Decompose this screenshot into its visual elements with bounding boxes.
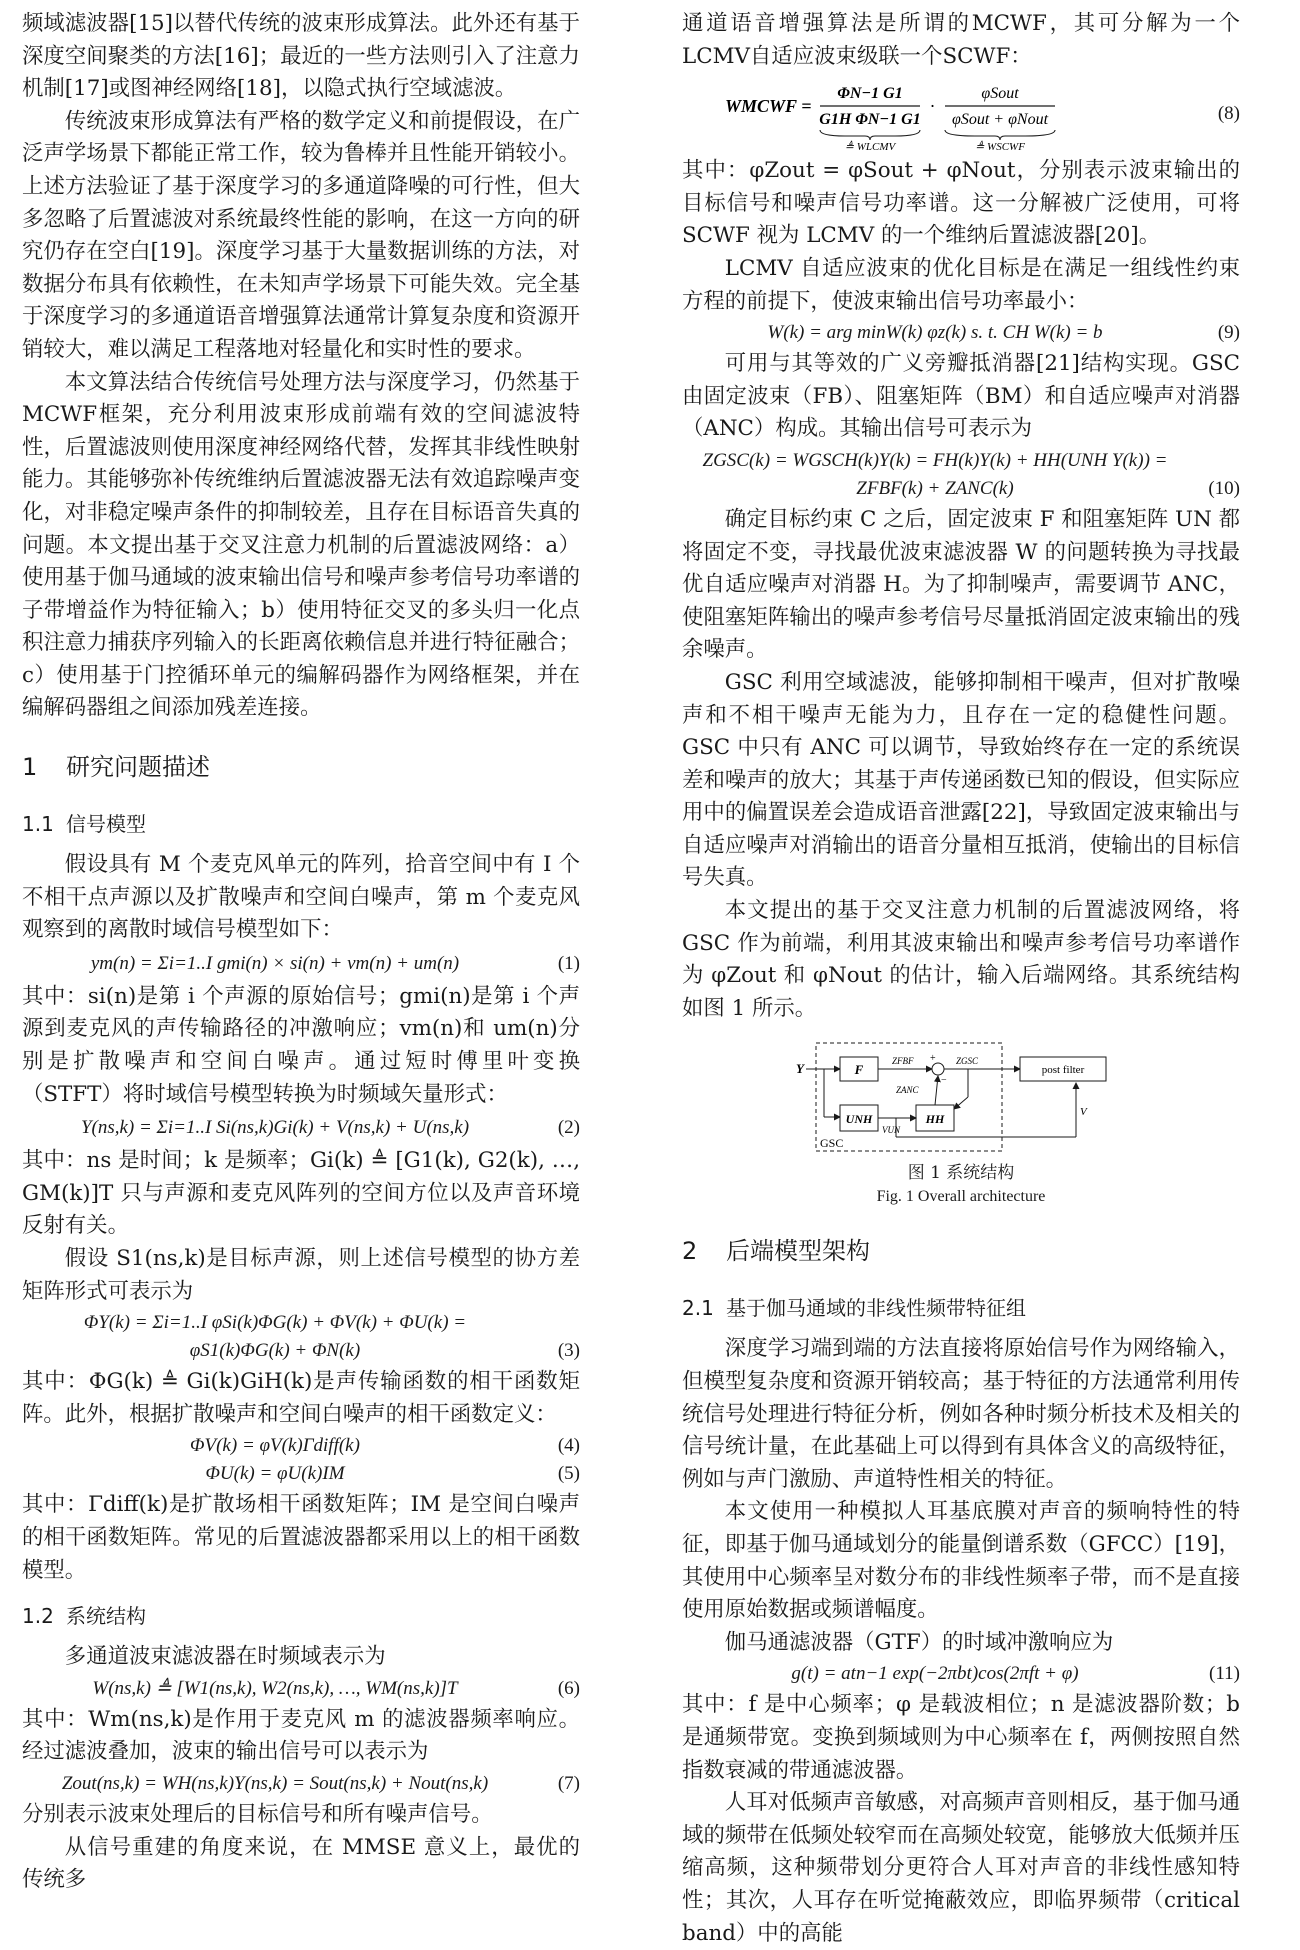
equation-body: ZFBF(k) + ZANC(k): [856, 477, 1014, 499]
eq8-frac1-den: G1H ΦN−1 G1: [819, 111, 921, 129]
equation: [22, 949, 580, 979]
subsection-title: 系统结构: [66, 1604, 146, 1629]
equation-body: W(ns,k) ≜ [W1(ns,k), W2(ns,k), …, WM(ns,k)]T: [92, 1677, 458, 1699]
equation: [22, 1310, 580, 1336]
paragraph: 通道语音增强算法是所谓的MCWF，其可分解为一个LCMV自适应波束级联一个SCWF：: [682, 11, 1240, 69]
paragraph: 本文算法结合传统信号处理方法与深度学习，仍然基于MCWF框架，充分利用波束形成前端有效的空间滤波特性，后置滤波则使用深度神经网络代替，发挥其非线性映射能力。其能够弥补传统维纳后置滤波器无法有效追踪噪声变化，对非稳定噪声条件的抑制较差，且存在目标语音失真的问题。本文提出基于交叉注意力机制的后置滤波网络：a）使用基于伽马通域的波束输出信号和噪声参考信号功率谱的子带增益作为特征输入；b）使用特征交叉的多头归一化点积注意力捕获序列输入的长距离依赖信息并进行特征融合；c）使用基于门控循环单元的编解码器作为网络框架，并在编解码器组之间添加残差连接。: [22, 369, 580, 721]
paragraph: LCMV 自适应波束的优化目标是在满足一组线性约束方程的前提下，使波束输出信号功率最小：: [682, 255, 1240, 314]
paragraph: 深度学习端到端的方法直接将原始信号作为网络输入，但模型复杂度和资源开销较高；基于特征的方法通常利用传统信号处理进行特征分析，例如各种时频分析技术及相关的信号统计量，在此基础上可以得到有具体含义的高级特征，例如与声门激励、声道特性相关的特征。: [682, 1336, 1240, 1492]
paragraph: 其中：ΦG(k) ≜ Gi(k)GiH(k)是声传输函数的相干函数矩阵。此外，根据扩散噪声和空间白噪声的相干函数定义：: [22, 1369, 580, 1427]
summing-node: [932, 1063, 944, 1075]
paragraph: 可用与其等效的广义旁瓣抵消器[21]结构实现。GSC 由固定波束（FB）、阻塞矩阵（BM）和自适应噪声对消器（ANC）构成。其输出信号可表示为: [682, 351, 1240, 442]
subsection-number: 1.2: [22, 1604, 54, 1629]
figure-caption-cn: 图 1 系统结构: [907, 1163, 1015, 1184]
zanc-label: ZANC: [896, 1085, 919, 1096]
paragraph: 传统波束形成算法有严格的数学定义和前提假设，在广泛声学场景下都能正常工作，较为鲁棒并且性能开销较小。上述方法验证了基于深度学习的多通道降噪的可行性，但大多忽略了后置滤波对系统最终性能的影响，在这一方向的研究仍存在空白[19]。深度学习基于大量数据训练的方法，对数据分布具有依赖性，在未知声学场景下可能失效。完全基于深度学习的多通道语音增强算法通常计算复杂度和资源开销较大，难以满足工程落地对轻量化和实时性的要求。: [22, 108, 580, 362]
paragraph: 分别表示波束处理后的目标信号和所有噪声信号。: [22, 1801, 493, 1827]
equation-number: (10): [1208, 477, 1240, 499]
eq8-frac1-num: ΦN−1 G1: [837, 85, 903, 103]
subsection-title: 基于伽马通域的非线性频带特征组: [726, 1296, 1026, 1321]
equation-number: (3): [557, 1340, 580, 1362]
equation: [682, 448, 1240, 474]
equation-body: ym(n) = Σi=1..I gmi(n) × si(n) + vm(n) + um(n): [90, 952, 460, 974]
equation-body: Y(ns,k) = Σi=1..I Si(ns,k)Gi(k) + V(ns,k) + U(ns,k): [80, 1117, 470, 1139]
paragraph: 其中：f 是中心频率；φ 是载波相位；n 是滤波器阶数；b 是通频带宽。变换到频域则为中心频率在 f，两侧按照自然指数衰减的带通滤波器。: [682, 1692, 1240, 1783]
equation: [22, 1338, 580, 1364]
paragraph: 确定目标约束 C 之后，固定波束 F 和阻塞矩阵 UN 都将固定不变，寻找最优波束滤波器 W 的问题转换为寻找最优自适应噪声对消器 H。为了抑制噪声，需要调节 ANC，使阻塞矩阵输出的噪声参考信号尽量抵消固定波束输出的残余噪声。: [682, 506, 1240, 663]
arrow: [935, 1076, 938, 1105]
paragraph: 多通道波束滤波器在时频域表示为: [64, 1644, 386, 1670]
paragraph: 其中：ns 是时间；k 是频率；Gi(k) ≜ [G1(k), G2(k), …, GM(k)]T 只与声源和麦克风阵列的空间方位以及声音环境反射有关。: [22, 1148, 580, 1239]
zgsc-label: ZGSC: [956, 1056, 979, 1067]
paragraph: 频域滤波器[15]以替代传统的波束形成算法。此外还有基于深度空间聚类的方法[16]；最近的一些方法则引入了注意力机制[17]或图神经网络[18]，以隐式执行空域滤波。: [22, 11, 580, 102]
gsc-label: GSC: [820, 1136, 844, 1151]
block-un-label: UNH: [845, 1112, 873, 1127]
equation: [682, 1661, 1240, 1687]
equation-number: (1): [557, 952, 580, 974]
eq8-lhs: WMCWF =: [725, 96, 812, 117]
equation-number: (7): [557, 1772, 580, 1794]
equation-8-svg: [725, 76, 1145, 152]
paragraph: 假设 S1(ns,k)是目标声源，则上述信号模型的协方差矩阵形式可表示为: [22, 1246, 580, 1304]
subsection-number: 1.1: [22, 812, 54, 837]
equation-number: (5): [557, 1463, 580, 1485]
equation-body: ZGSC(k) = WGSCH(k)Y(k) = FH(k)Y(k) + HH(UNH Y(k)) =: [702, 449, 1168, 471]
eq8-brace1-label: ≜ WLCMV: [844, 141, 896, 153]
right-column: [682, 8, 1240, 1950]
equation-number: (11): [1209, 1663, 1240, 1685]
section-title: 研究问题描述: [66, 753, 210, 782]
equation: [22, 1676, 580, 1702]
section-number: 2: [682, 1237, 698, 1266]
paragraph: 其中：Γdiff(k)是扩散场相干函数矩阵；IM 是空间白噪声的相干函数矩阵。常见的后置滤波器都采用以上的相干函数模型。: [22, 1492, 580, 1583]
input-y-label: Y: [796, 1061, 804, 1077]
equation-body: ΦU(k) = φU(k)IM: [205, 1463, 345, 1485]
v-label: V: [1080, 1106, 1087, 1119]
underbrace: [945, 130, 1055, 140]
equation-body: φS1(k)ΦG(k) + ΦN(k): [189, 1340, 361, 1362]
paragraph: 人耳对低频声音敏感，对高频声音则相反，基于伽马通域的频带在低频处较窄而在高频处较宽，能够放大低频并压缩高频，这种频带划分更符合人耳对声音的非线性感知特性；其次，人耳存在听觉掩蔽效应，即临界频带（critical band）中的高能: [682, 1790, 1240, 1946]
paragraph: 从信号重建的角度来说，在 MMSE 意义上，最优的传统多: [22, 1834, 580, 1893]
section-heading: [682, 1235, 1240, 1267]
minus-sign: −: [941, 1075, 947, 1087]
svg-text:·: ·: [930, 96, 935, 117]
equation-number: (2): [557, 1117, 580, 1139]
subsection-heading: [22, 1601, 580, 1631]
figure-caption-en: Fig. 1 Overall architecture: [876, 1188, 1046, 1206]
figure-1: [682, 1037, 1240, 1209]
vun-label: VUN: [882, 1125, 900, 1136]
equation: [22, 1771, 580, 1797]
left-column: [22, 8, 580, 1897]
equation-body: ΦV(k) = φV(k)Γdiff(k): [190, 1435, 360, 1457]
equation: [22, 1433, 580, 1459]
equation-body: ΦY(k) = Σi=1..I φSi(k)ΦG(k) + ΦV(k) + ΦU(k) =: [83, 1312, 467, 1334]
underbrace: [820, 130, 920, 140]
paragraph: 假设具有 M 个麦克风单元的阵列，拾音空间中有 I 个不相干点声源以及扩散噪声和空间白噪声，第 m 个麦克风观察到的离散时域信号模型如下：: [22, 852, 580, 943]
equation: [22, 1461, 580, 1487]
eq8-frac2-den: φSout + φNout: [951, 111, 1049, 129]
equation: [682, 476, 1240, 502]
paragraph: 其中：si(n)是第 i 个声源的原始信号；gmi(n)是第 i 个声源到麦克风的声传输路径的冲激响应；vm(n)和 um(n)分别是扩散噪声和空间白噪声。通过短时傅里叶变换（STFT）将时域信号模型转换为时频域矢量形式：: [22, 983, 580, 1107]
system-architecture-diagram: [796, 1037, 1126, 1157]
equation: [682, 75, 1240, 153]
paragraph: 伽马通滤波器（GTF）的时域冲激响应为: [724, 1629, 1114, 1655]
subsection-heading: [682, 1293, 1240, 1323]
block-h-label: HH: [925, 1112, 945, 1127]
block-f-label: F: [854, 1062, 864, 1078]
paragraph: 本文使用一种模拟人耳基底膜对声音的频响特性的特征，即基于伽马通域划分的能量倒谱系数（GFCC）[19]，其使用中心频率呈对数分布的非线性频率子带，而不是直接使用原始数据或频谱幅度。: [682, 1499, 1240, 1623]
subsection-heading: [22, 809, 580, 839]
subsection-title: 信号模型: [66, 812, 146, 837]
arrow: [954, 1097, 968, 1109]
paragraph: 其中：Wm(ns,k)是作用于麦克风 m 的滤波器频率响应。经过滤波叠加，波束的输出信号可以表示为: [22, 1706, 580, 1765]
zfbf-label: ZFBF: [892, 1056, 914, 1067]
eq8-brace2-label: ≜ WSCWF: [975, 141, 1025, 153]
paragraph: 其中：φZout = φSout + φNout，分别表示波束输出的目标信号和噪声信号功率谱。这一分解被广泛使用，可将 SCWF 视为 LCMV 的一个维纳后置滤波器[20]。: [682, 158, 1240, 249]
paragraph: 本文提出的基于交叉注意力机制的后置滤波网络，将 GSC 作为前端，利用其波束输出和噪声参考信号功率谱作为 φZout 和 φNout 的估计，输入后端网络。其系统结构如图 1 所示。: [682, 898, 1240, 1021]
equation-body: Zout(ns,k) = WH(ns,k)Y(ns,k) = Sout(ns,k) + Nout(ns,k): [61, 1772, 489, 1794]
subsection-number: 2.1: [682, 1296, 714, 1321]
equation-number: (4): [557, 1435, 580, 1457]
equation-number: (9): [1217, 322, 1240, 344]
section-heading: [22, 751, 580, 783]
plus-sign: +: [930, 1053, 936, 1065]
paragraph: GSC 利用空域滤波，能够抑制相干噪声，但对扩散噪声和不相干噪声无能为力，且存在一定的稳健性问题。GSC 中只有 ANC 可以调节，导致始终存在一定的系统误差和噪声的放大；其基于声传递函数已知的假设，但实际应用中的偏置误差会造成语音泄露[22]，导致固定波束输出与自适应噪声对消输出的语音分量相互抵消，使输出的目标信号失真。: [682, 669, 1240, 891]
post-filter-label: post filter: [1041, 1064, 1085, 1077]
equation: [22, 1113, 580, 1143]
eq8-frac2-num: φSout: [981, 85, 1019, 103]
section-title: 后端模型架构: [726, 1237, 870, 1266]
equation-body: g(t) = atn−1 exp(−2πbt)cos(2πft + φ): [791, 1663, 1079, 1685]
equation-number: (8): [1217, 103, 1240, 125]
equation-number: (6): [557, 1677, 580, 1699]
equation-body: W(k) = arg minW(k) φz(k) s. t. CH W(k) = b: [767, 322, 1103, 344]
section-number: 1: [22, 753, 38, 782]
equation: [682, 320, 1240, 346]
